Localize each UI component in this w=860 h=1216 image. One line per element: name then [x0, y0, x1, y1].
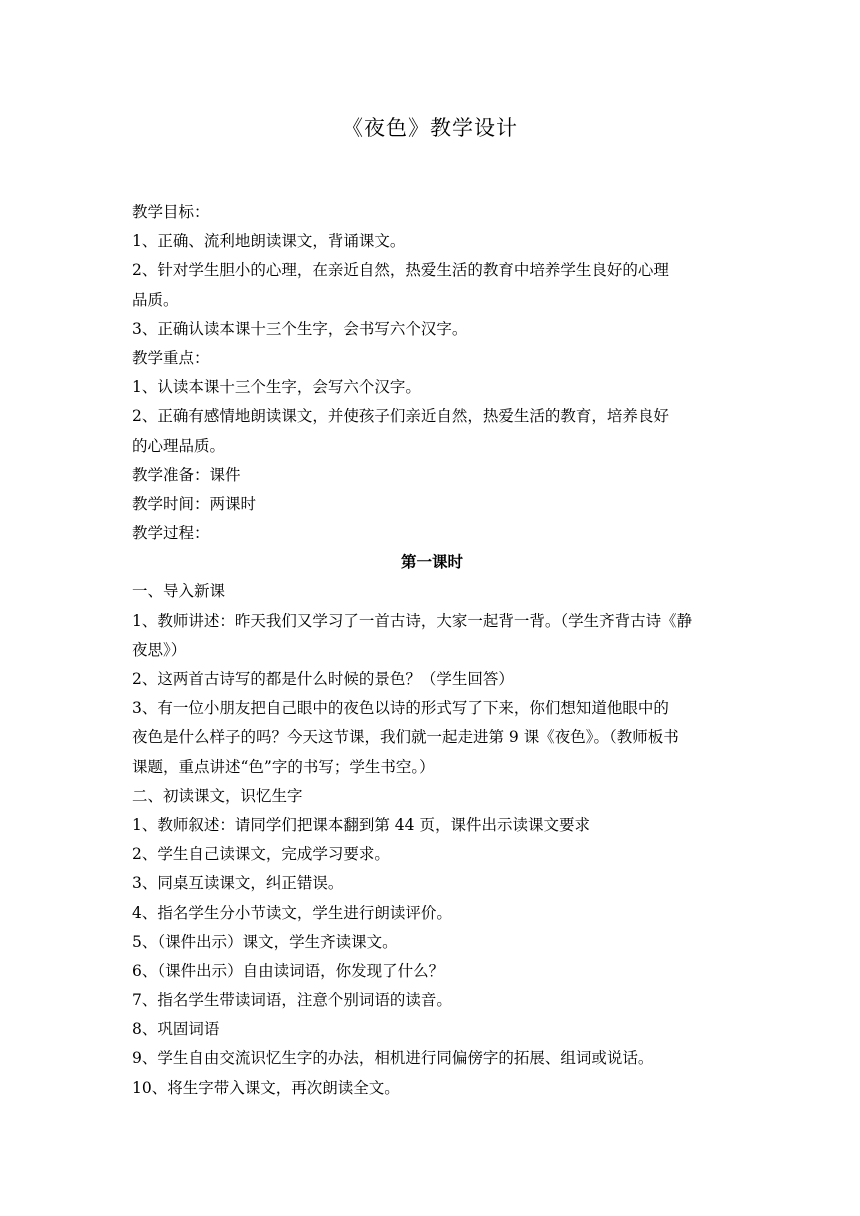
text-line: 教学时间：两课时	[132, 494, 257, 513]
text-line: 教学目标：	[132, 203, 210, 221]
text-line: 10、将生字带入课文，再次朗读全文。	[132, 1078, 400, 1097]
text-line: 3、正确认读本课十三个生字，会书写六个汉字。	[132, 319, 468, 338]
text-line: 5、（课件出示）课文，学生齐读课文。	[132, 932, 398, 951]
text-line: 4、指名学生分小节读文，学生进行朗读评价。	[132, 903, 452, 922]
text-line: 7、指名学生带读词语，注意个别词语的读音。	[132, 991, 452, 1010]
section-heading: 第一课时	[400, 553, 463, 572]
text-line: 教学准备：课件	[132, 465, 241, 484]
text-line: 6、（课件出示）自由读词语，你发现了什么？	[132, 961, 445, 980]
text-line: 1、教师讲述：昨天我们又学习了一首古诗，大家一起背一背。（学生齐背古诗《静	[132, 611, 693, 630]
text-line: 9、学生自由交流识忆生字的办法，相机进行同偏傍字的拓展、组词或说话。	[132, 1049, 654, 1068]
text-line: 2、正确有感情地朗读课文，并使孩子们亲近自然，热爱生活的教育，培养良好	[132, 407, 669, 426]
text-line: 3、有一位小朋友把自己眼中的夜色以诗的形式写了下来，你们想知道他眼中的	[132, 699, 669, 718]
document-body	[132, 198, 732, 1103]
text-line: 课题，重点讲述“色”字的书写；学生书空。）	[132, 757, 435, 776]
text-line: 一、导入新课	[132, 582, 226, 601]
text-line: 夜思》）	[132, 640, 187, 659]
text-line: 2、针对学生胆小的心理，在亲近自然，热爱生活的教育中培养学生良好的心理	[132, 261, 669, 280]
text-line: 教学重点：	[132, 348, 210, 367]
text-line: 夜色是什么样子的吗？今天这节课，我们就一起走进第 9 课《夜色》。（教师板书	[132, 728, 679, 747]
text-line: 3、同桌互读课文，纠正错误。	[132, 874, 344, 893]
text-line: 2、学生自己读课文，完成学习要求。	[132, 845, 390, 864]
text-line: 1、正确、流利地朗读课文，背诵课文。	[132, 232, 406, 251]
text-line: 8、巩固词语	[132, 1020, 220, 1039]
text-line: 教学过程：	[132, 524, 210, 543]
document-title: 《夜色》教学设计	[342, 116, 518, 140]
text-line: 2、这两首古诗写的都是什么时候的景色？（学生回答）	[132, 670, 514, 688]
text-line: 品质。	[132, 290, 179, 309]
text-line: 1、教师叙述：请同学们把课本翻到第 44 页，课件出示读课文要求	[132, 815, 590, 834]
text-line: 二、初读课文，识忆生字	[132, 786, 303, 805]
text-line: 1、认读本课十三个生字，会写六个汉字。	[132, 378, 421, 397]
text-line: 的心理品质。	[132, 436, 226, 455]
